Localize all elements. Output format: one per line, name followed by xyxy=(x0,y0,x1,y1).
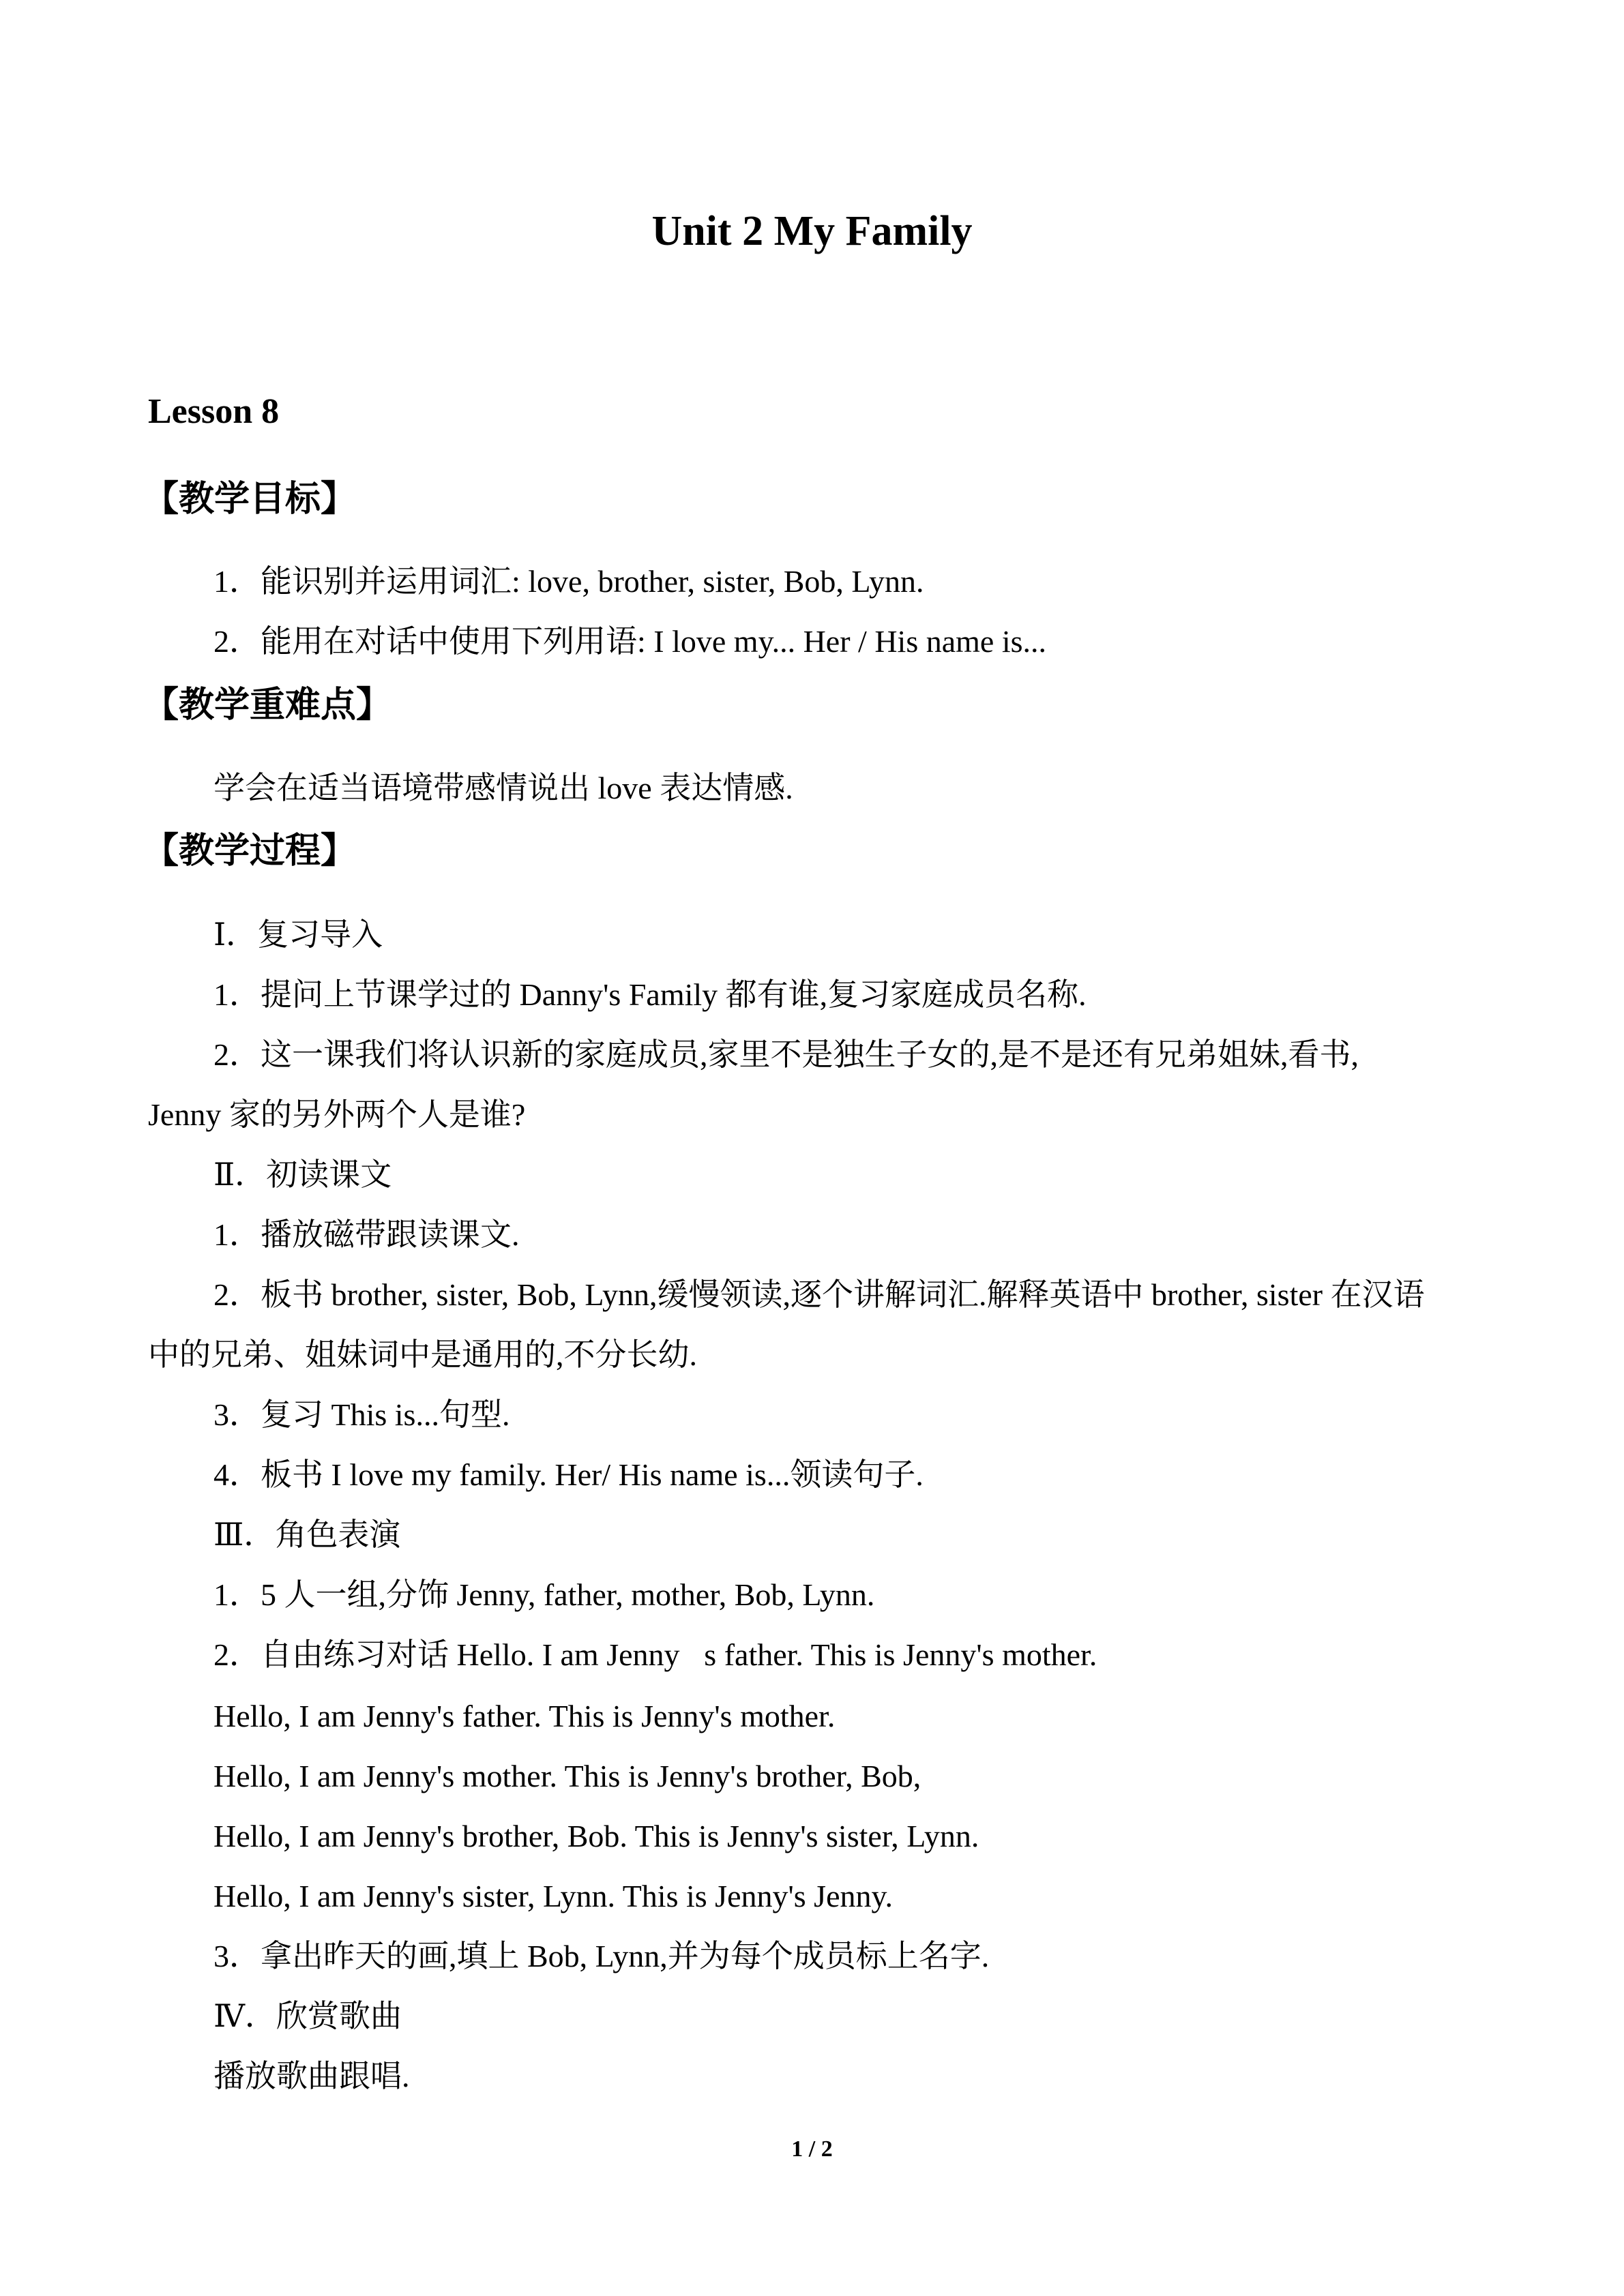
key-point-item: 学会在适当语境带感情说出 love 表达情感. xyxy=(213,771,793,805)
objective-item: 1．能识别并运用词汇: love, brother, sister, Bob, Lynn. xyxy=(213,564,924,599)
process-line: Jenny 家的另外两个人是谁? xyxy=(148,1097,526,1132)
process-line: 4．板书 I love my family. Her/ His name is...领读句子. xyxy=(213,1457,924,1492)
process-line: Ⅰ．复习导入 xyxy=(213,917,383,952)
process-line: 1．播放磁带跟读课文. xyxy=(213,1217,520,1252)
dialogue-line: Hello, I am Jenny's father. This is Jenny's mother. xyxy=(213,1699,836,1733)
process-line: 2．板书 brother, sister, Bob, Lynn,缓慢领读,逐个讲解词汇.解释英语中 brother, sister 在汉语 xyxy=(213,1277,1425,1312)
objective-item: 2．能用在对话中使用下列用语: I love my... Her / His name is... xyxy=(213,624,1047,659)
section-heading-key-points: 【教学重难点】 xyxy=(143,685,392,726)
dialogue-line: Hello, I am Jenny's brother, Bob. This is Jenny's sister, Lynn. xyxy=(213,1819,979,1853)
dialogue-line: Hello, I am Jenny's mother. This is Jenny's brother, Bob, xyxy=(213,1759,921,1793)
process-line: 3．拿出昨天的画,填上 Bob, Lynn,并为每个成员标上名字. xyxy=(213,1939,990,1973)
page-title: Unit 2 My Family xyxy=(651,208,973,254)
process-line: 2．这一课我们将认识新的家庭成员,家里不是独生子女的,是不是还有兄弟姐妹,看书, xyxy=(213,1037,1359,1072)
process-line: 1．5 人一组,分饰 Jenny, father, mother, Bob, Lynn. xyxy=(213,1577,875,1612)
process-line: 1．提问上节课学过的 Danny's Family 都有谁,复习家庭成员名称. xyxy=(213,977,1087,1012)
process-line: 3．复习 This is...句型. xyxy=(213,1397,510,1432)
dialogue-line: Hello, I am Jenny's sister, Lynn. This is Jenny's Jenny. xyxy=(213,1879,894,1913)
process-line: Ⅱ．初读课文 xyxy=(213,1157,392,1192)
page-number: 1 / 2 xyxy=(791,2136,833,2162)
lesson-heading: Lesson 8 xyxy=(148,392,280,431)
process-line: 中的兄弟、姐妹词中是通用的,不分长幼. xyxy=(148,1337,697,1372)
process-line: Ⅳ．欣赏歌曲 xyxy=(213,1999,402,2033)
process-line: 播放歌曲跟唱. xyxy=(213,2059,410,2093)
process-line: Ⅲ．角色表演 xyxy=(213,1517,401,1552)
process-line: 2．自由练习对话 Hello. I am Jenny s father. This is Jenny's mother. xyxy=(213,1637,1097,1672)
section-heading-objectives: 【教学目标】 xyxy=(143,479,357,520)
section-heading-process: 【教学过程】 xyxy=(143,831,357,871)
